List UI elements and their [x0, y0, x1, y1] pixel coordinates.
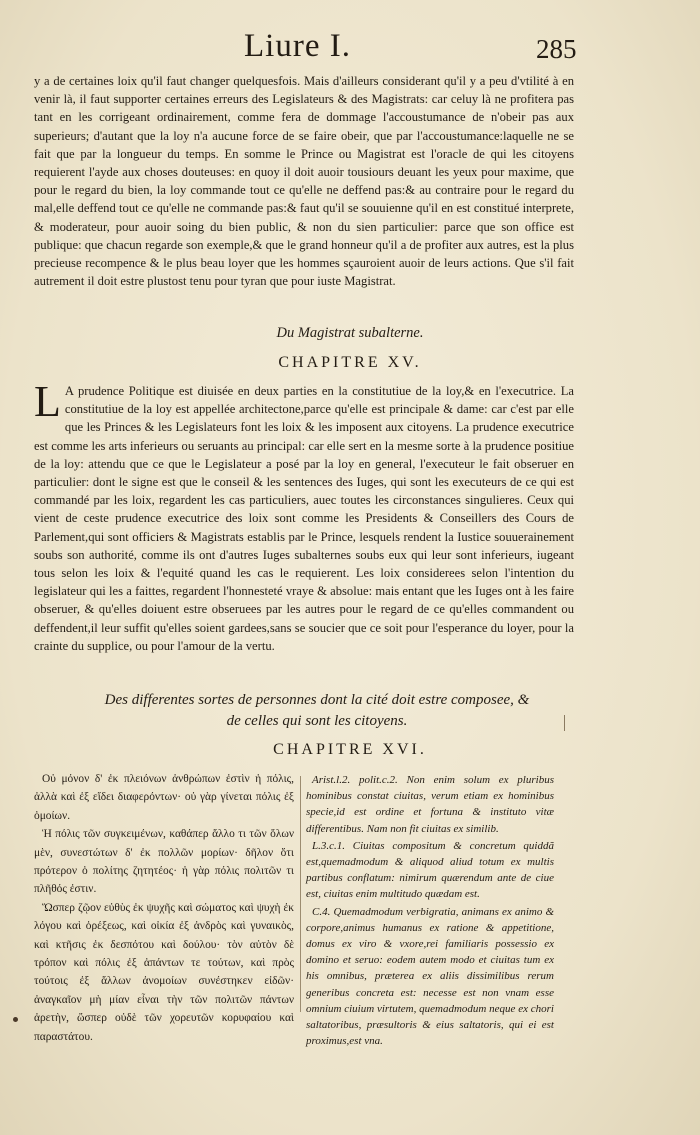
latin-note-3: C.4. Quemadmodum verbigratia, animans ex animo & corpore,animus humanus ex ratione & appetitione, domus ex viro & vxore,rei familiaris possessio ex domino et seruo: eodem autem modo et ciuitas tum ex his omnibus, præterea ex aliis dissimilibus rerum generibus concreta est: necesse est non vnam esse omnium ciuium virtutem, quemadmodum neque ex chori saltatoribus, præsultoris & eius saltatoris, qui ei est proximus,est vna.: [306, 905, 554, 1048]
drop-cap: L: [34, 377, 61, 426]
page-number: 285: [536, 34, 577, 64]
greek-paragraph-2: Ἡ πόλις τῶν συγκειμένων, καθάπερ ἄλλο τι τῶν ὅλων μὲν, συνεστώτων δ' ἐκ πολλῶν μορίων· δῆλον ὅτι πρότερον ὁ πολίτης ζητητέος· ἡ γὰρ πόλις πολιτῶν τι πλῆθός ἐστιν.: [34, 828, 294, 896]
section-title-personnes: [82, 690, 552, 732]
intro-block: [34, 72, 574, 290]
greek-paragraph-3: Ὥσπερ ζῷον εὐθὺς ἐκ ψυχῆς καὶ σώματος καὶ ψυχὴ ἐκ λόγου καὶ ὀρέξεως, καὶ οἰκία ἐξ ἀνδρὸς καὶ γυναικὸς, καὶ κτῆσις ἐκ δεσπότου καὶ δούλου· τὸν αὐτὸν δὲ τρόπον καὶ πόλις ἐξ ἁπάντων τε τούτων, καὶ πρὸς τούτοις ἐξ ἄλλων ἀνομοίων συνέστηκεν εἰδῶν· ἀναγκαῖον μὴ μίαν εἶναι τὴν τῶν πολιτῶν πάντων ἀρετὴν, ὥσπερ οὐδὲ τῶν χορευτῶν κορυφαίου καὶ παραστάτου.: [34, 901, 294, 1043]
chapter-heading-xvi: CHAPITRE XVI.: [273, 741, 427, 758]
chapter-xv-text: A prudence Politique est diuisée en deux parties en la constitutiue de la loy,& en l'executrice. La constitutiue de la loy est appellée architectone,parce qu'elle est principale & dame: car c'est par elle que les Princes & les Legislateurs font les loix & les imposent aux citoyens. La prudence executrice est comme les arts inferieurs ou seruants au principal: car elle sert en la mesme sorte à la prudence positiue de la loy: attendu que ce que le Legislateur a posé par la loy en general, l'executeur le fait obseruer en particulier: dont le signe est que le conseil & les sentences des Iuges, qui sont les executeurs de ce qui est commandé par les loix, regardent les cas particuliers, auec toutes les circonstances singulieres. Ceux qui vient de ceste prudence executrice des loix sont comme les Presidents & Conseillers des Cours de Parlement,qui sont officiers & Magistrats establis par le Prince, lesquels rendent la Iustice souuerainement soubs son authorité, comme ils ont d'autres Iuges subalternes soubs eux qui leur sont inferieurs, iugeant tous selon les loix & l'equité quand les cas le requierent. Les loix considerees selon l'intention du legislateur qui les a faittes, regardent l'honnesteté vraye & absolue: mais entant que les Iuges ont à les faire obseruer, & qu'elles doiuent estre obseruees par les autres pour le regard de ce qu'elles commandent ou deffendent,il leur suffit qu'elles soient gardees,sans se soucier que ce soit pour l'esperance du loyer, pour la crainte du supplice, ou pour l'amour de la vertu.: [34, 384, 574, 653]
latin-note-2: L.3.c.1. Ciuitas compositum & concretum quiddã est,quemadmodum & aliquod aliud totum ex multis partibus conflatum: nimirum quærendum ante de ciue est, ciuitas enim multitudo quædam est.: [306, 839, 554, 901]
latin-note-1: Arist.l.2. polit.c.2. Non enim solum ex pluribus hominibus constat ciuitas, verum etiam ex hominibus specie,id est ordine et fortuna & instituto vitæ differentibus. Nam non fit ciuitas ex similib.: [306, 774, 554, 835]
latin-notes-column: [306, 772, 554, 1050]
greek-column: [34, 770, 294, 1046]
section-title-line-2: de celles qui sont les citoyens.: [226, 713, 408, 729]
running-title: Liure I.: [244, 28, 351, 64]
page-header: [0, 26, 700, 70]
chapter-xv-paragraph: [34, 377, 574, 655]
section-title-magistrat: Du Magistrat subalterne.: [276, 325, 424, 341]
chapter-heading-xv: CHAPITRE XV.: [278, 354, 422, 371]
ink-spot: [13, 1017, 18, 1022]
greek-paragraph-1: Οὐ μόνον δ' ἐκ πλειόνων ἀνθρώπων ἐστὶν ἡ πόλις, ἀλλὰ καὶ ἐξ εἴδει διαφερόντων· οὐ γὰρ γίνεται πόλις ἐξ ὁμοίων.: [34, 773, 294, 822]
section-title-line-1: Des differentes sortes de personnes dont la cité doit estre composee, &: [104, 692, 530, 708]
column-divider: [300, 776, 301, 1012]
margin-mark: [564, 715, 565, 731]
intro-paragraph: y a de certaines loix qu'il faut changer quelquesfois. Mais d'ailleurs considerant qu'il y a peu d'vtilité à en venir là, il faut supporter certaines erreurs des Legislateurs & des Magistrats: car celuy là ne profitera pas tant en les corrigeant ordinairement, comme fera de dommage l'accoustumance de n'obeir pas aux superieurs; d'autant que la loy n'a aucune force de se faire obeir, que par l'accoustumance:laquelle ne se fait que par la longueur du temps. En somme le Prince ou Magistrat est l'oracle de qui les citoyens requierent l'ayde aux choses douteuses: en quoy il doit auoir tousiours deuant les yeux pour maxime, que pour le regard du bien, la loy commande tout ce qu'elle ne deffend pas:& au contraire pour le regard du mal,elle deffend tout ce qu'elle ne commande pas:& faut qu'il se souuienne qu'il en est constitué interprete, & moderateur, pour auoir soing du bien public, & non du sien particulier: parce que son office est publique: que chacun regarde son exemple,& que le grand honneur qu'il a de profiter aux autres, est la plus precieuse recompence & le plus beau loyer que les hommes sçauroient auoir de leurs actions. Que s'il fait autrement il doit estre plustost tenu pour tyran que pour iuste Magistrat.: [34, 74, 574, 289]
chapter-xv-body: [34, 377, 574, 655]
